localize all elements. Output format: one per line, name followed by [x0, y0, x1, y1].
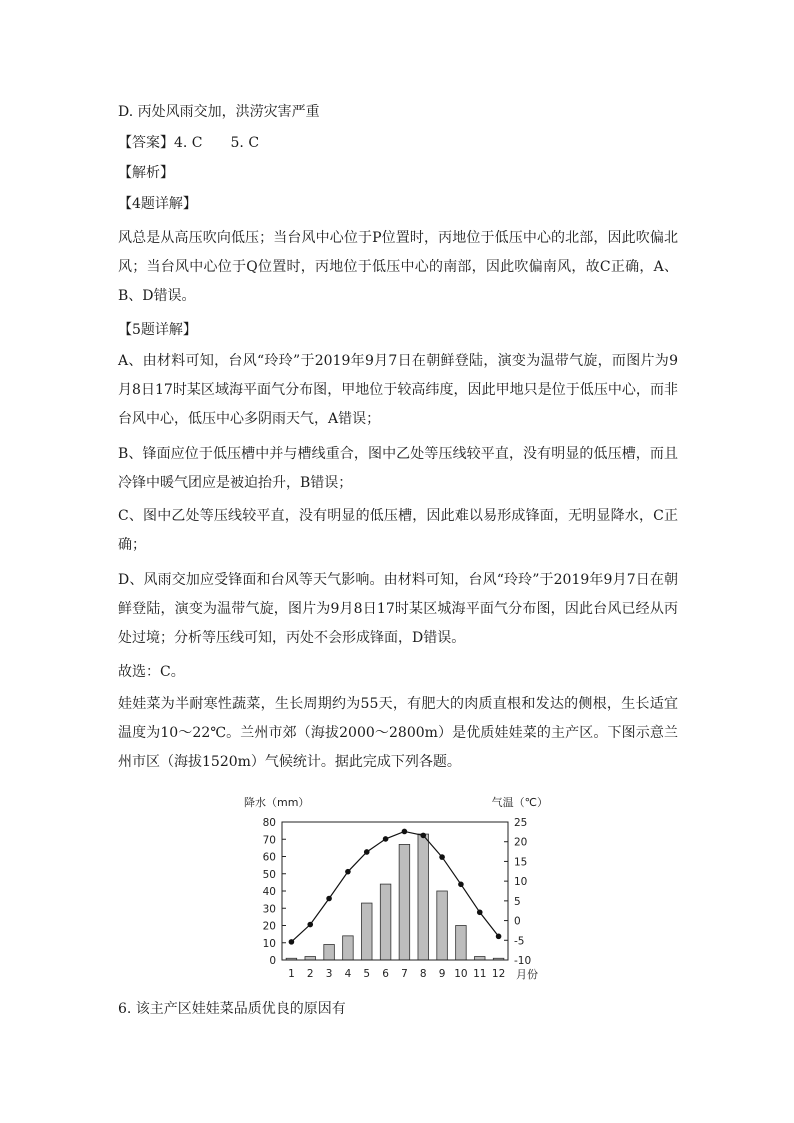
month-label-4: 4	[344, 968, 352, 980]
temperature-point-11	[477, 909, 483, 915]
month-label-1: 1	[288, 968, 295, 980]
precip-bar-2	[305, 957, 316, 960]
temperature-point-7	[402, 829, 408, 835]
q5-heading: 【5题详解】	[118, 322, 197, 338]
precip-bar-4	[343, 936, 354, 960]
precip-bar-11	[474, 957, 485, 960]
analysis-heading: 【解析】	[118, 165, 174, 181]
temperature-point-3	[326, 896, 332, 902]
q5-option-d: D、风雨交加应受锋面和台风等天气影响。由材料可知，台风“玲玲”于2019年9月7日在朝鲜登陆，演变为温带气旋，图片为9月8日17时某区城海平面气分布图，因此台风已经从丙处过境；分析等压线可知，丙处不会形成锋面，D错误。	[118, 572, 678, 646]
right-tick-label-25: 25	[514, 817, 528, 829]
left-axis-title: 降水（mm）	[244, 796, 310, 809]
right-tick-label--10: -10	[514, 955, 532, 967]
left-tick-label-10: 10	[262, 937, 276, 950]
month-label-6: 6	[382, 968, 389, 980]
temperature-point-4	[345, 869, 351, 875]
month-label-7: 7	[401, 968, 408, 980]
right-tick-label-20: 20	[514, 836, 528, 849]
q5-option-a: A、由材料可知，台风“玲玲”于2019年9月7日在朝鲜登陆，演变为温带气旋，而图片为9月8日17时某区域海平面气分布图，甲地位于较高纬度，因此甲地只是位于低压中心，而非台风中心，低压中心多阴雨天气，A错误；	[118, 353, 678, 427]
option-d: D. 丙处风雨交加，洪涝灾害严重	[118, 104, 320, 120]
temperature-point-5	[364, 849, 370, 855]
temperature-point-9	[439, 854, 445, 860]
left-tick-label-80: 80	[262, 817, 276, 829]
precip-bar-7	[399, 844, 410, 960]
temperature-point-8	[420, 833, 426, 839]
temperature-point-10	[458, 881, 464, 887]
month-label-3: 3	[325, 968, 333, 980]
precip-bar-9	[437, 891, 448, 960]
month-label-8: 8	[419, 968, 427, 980]
right-tick-label-5: 5	[514, 895, 521, 908]
right-tick-label-15: 15	[514, 856, 528, 869]
month-label-11: 11	[473, 968, 487, 980]
left-tick-label-30: 30	[262, 903, 276, 916]
q5-option-b: B、锋面应位于低压槽中并与槽线重合，图中乙处等压线较平直，没有明显的低压槽，而且冷锋中暖气团应是被迫抬升，B错误；	[118, 446, 678, 491]
right-axis-title: 气温（℃）	[491, 796, 548, 809]
climate-chart-svg	[236, 790, 556, 990]
temperature-point-2	[307, 922, 313, 928]
right-tick-label-10: 10	[514, 876, 528, 889]
right-tick-label-0: 0	[514, 915, 521, 928]
month-label-2: 2	[306, 968, 314, 980]
temperature-point-12	[496, 934, 502, 940]
temperature-point-1	[289, 939, 295, 945]
q4-explanation: 风总是从高压吹向低压；当台风中心位于P位置时，丙地位于低压中心的北部，因此吹偏北风；当台风中心位于Q位置时，丙地位于低压中心的南部，因此吹偏南风，故C正确，A、B、D错误。	[118, 230, 678, 304]
precip-bar-6	[380, 884, 391, 960]
month-label-12: 12	[491, 968, 506, 980]
question-6: 6. 该主产区娃娃菜品质优良的原因有	[118, 1001, 346, 1017]
plot-frame	[282, 822, 508, 960]
month-label-9: 9	[438, 968, 446, 980]
left-tick-label-60: 60	[262, 851, 276, 864]
month-label-10: 10	[454, 968, 468, 980]
precip-bar-10	[456, 926, 467, 961]
precip-bar-5	[361, 903, 372, 960]
right-tick-label--5: -5	[514, 935, 525, 948]
x-unit-label: 月份	[516, 968, 538, 981]
temperature-point-6	[383, 836, 389, 842]
left-tick-label-50: 50	[262, 868, 276, 881]
left-tick-label-40: 40	[262, 886, 276, 898]
left-tick-label-70: 70	[262, 834, 276, 847]
precip-bar-3	[324, 944, 335, 960]
precip-bar-8	[418, 834, 429, 960]
choice-line: 故选：C。	[118, 664, 185, 680]
month-label-5: 5	[363, 968, 371, 980]
answer-line: 【答案】4. C 5. C	[118, 135, 260, 151]
q4-heading: 【4题详解】	[118, 196, 197, 212]
q5-option-c: C、图中乙处等压线较平直，没有明显的低压槽，因此难以易形成锋面，无明显降水，C正确；	[118, 508, 678, 553]
left-tick-label-20: 20	[262, 920, 276, 933]
left-tick-label-0: 0	[269, 955, 276, 967]
temperature-line	[291, 831, 498, 941]
climate-chart	[236, 790, 556, 990]
material-intro: 娃娃菜为半耐寒性蔬菜，生长周期约为55天，有肥大的肉质直根和发达的侧根，生长适宜温度为10～22℃。兰州市郊（海拔2000～2800m）是优质娃娃菜的主产区。下图示意兰州市区（海拔1520m）气候统计。据此完成下列各题。	[118, 696, 678, 770]
